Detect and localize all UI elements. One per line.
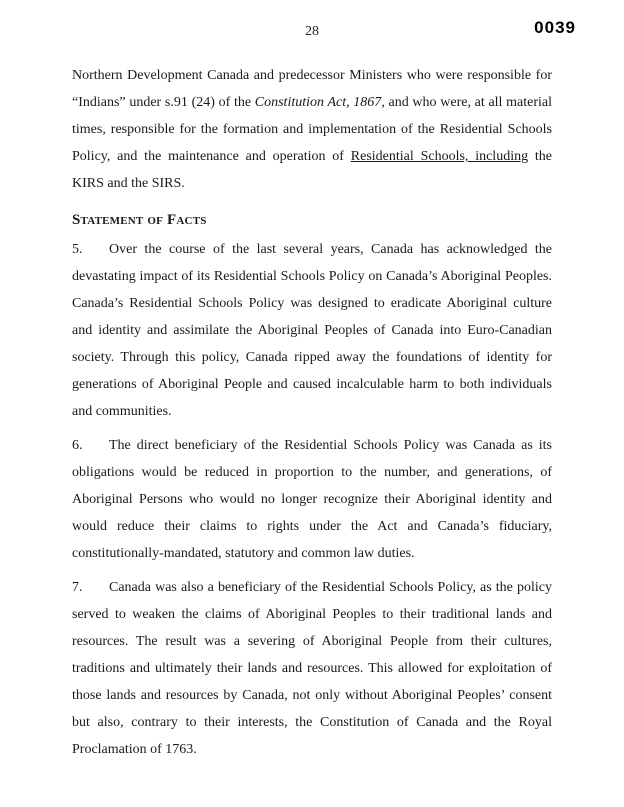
bates-stamp: 0039 [534,18,576,37]
intro-segment-underlined: Residential Schools, including [350,149,529,164]
paragraph-5-text: Over the course of the last several years, Canada has acknowledged the devastating impact of its Residential Schools Policy on Canada’s Aboriginal Peoples. Canada’s Residential Schools Policy was designed to eradicate Aboriginal culture and identity and assimilate the Aboriginal Peoples of Canada into Euro-Canadian society. Through this policy, Canada ripped away the foundations of identity for generations of Aboriginal People and caused incalculable harm to both individuals and communities. [72,242,552,419]
page-header [0,18,624,48]
paragraph-7 [72,574,552,763]
paragraph-6-number: 6. [72,438,83,453]
intro-segment-citation-italic: Constitution Act, 1867 [254,95,382,110]
page-number: 28 [305,24,319,39]
document-body [72,62,552,770]
intro-segment-2: , and who were, at all material times, responsible for the formation and implementation of the Residential Schools Policy, and the maintenance and operation of [72,95,553,164]
section-heading-statement-of-facts: Statement of Facts [72,212,207,228]
paragraph-6 [72,432,552,567]
paragraph-5-number: 5. [72,242,83,257]
paragraph-5 [72,236,552,425]
intro-segment-1: Northern Development Canada and predecessor Ministers who were responsible for “Indians” under s.91 (24) of the [72,68,552,110]
paragraph-7-text: Canada was also a beneficiary of the Residential Schools Policy, as the policy served to weaken the claims of Aboriginal Peoples to their traditional lands and resources. The result was a severing of Aboriginal People from their cultures, traditions and ultimately their lands and resources. This allowed for exploitation of those lands and resources by Canada, not only without Aboriginal Peoples’ consent but also, contrary to their interests, the Constitution of Canada and the Royal Proclamation of 1763. [72,580,552,757]
intro-segment-3: the KIRS and the SIRS. [72,149,552,191]
paragraph-6-text: The direct beneficiary of the Residential Schools Policy was Canada as its obligations would be reduced in proportion to the number, and generations, of Aboriginal Persons who would no longer recognize their Aboriginal identity and would reduce their claims to rights under the Act and Canada’s fiduciary, constitutionally-mandated, statutory and common law duties. [72,438,552,561]
intro-paragraph [72,62,552,197]
paragraph-7-number: 7. [72,580,83,595]
